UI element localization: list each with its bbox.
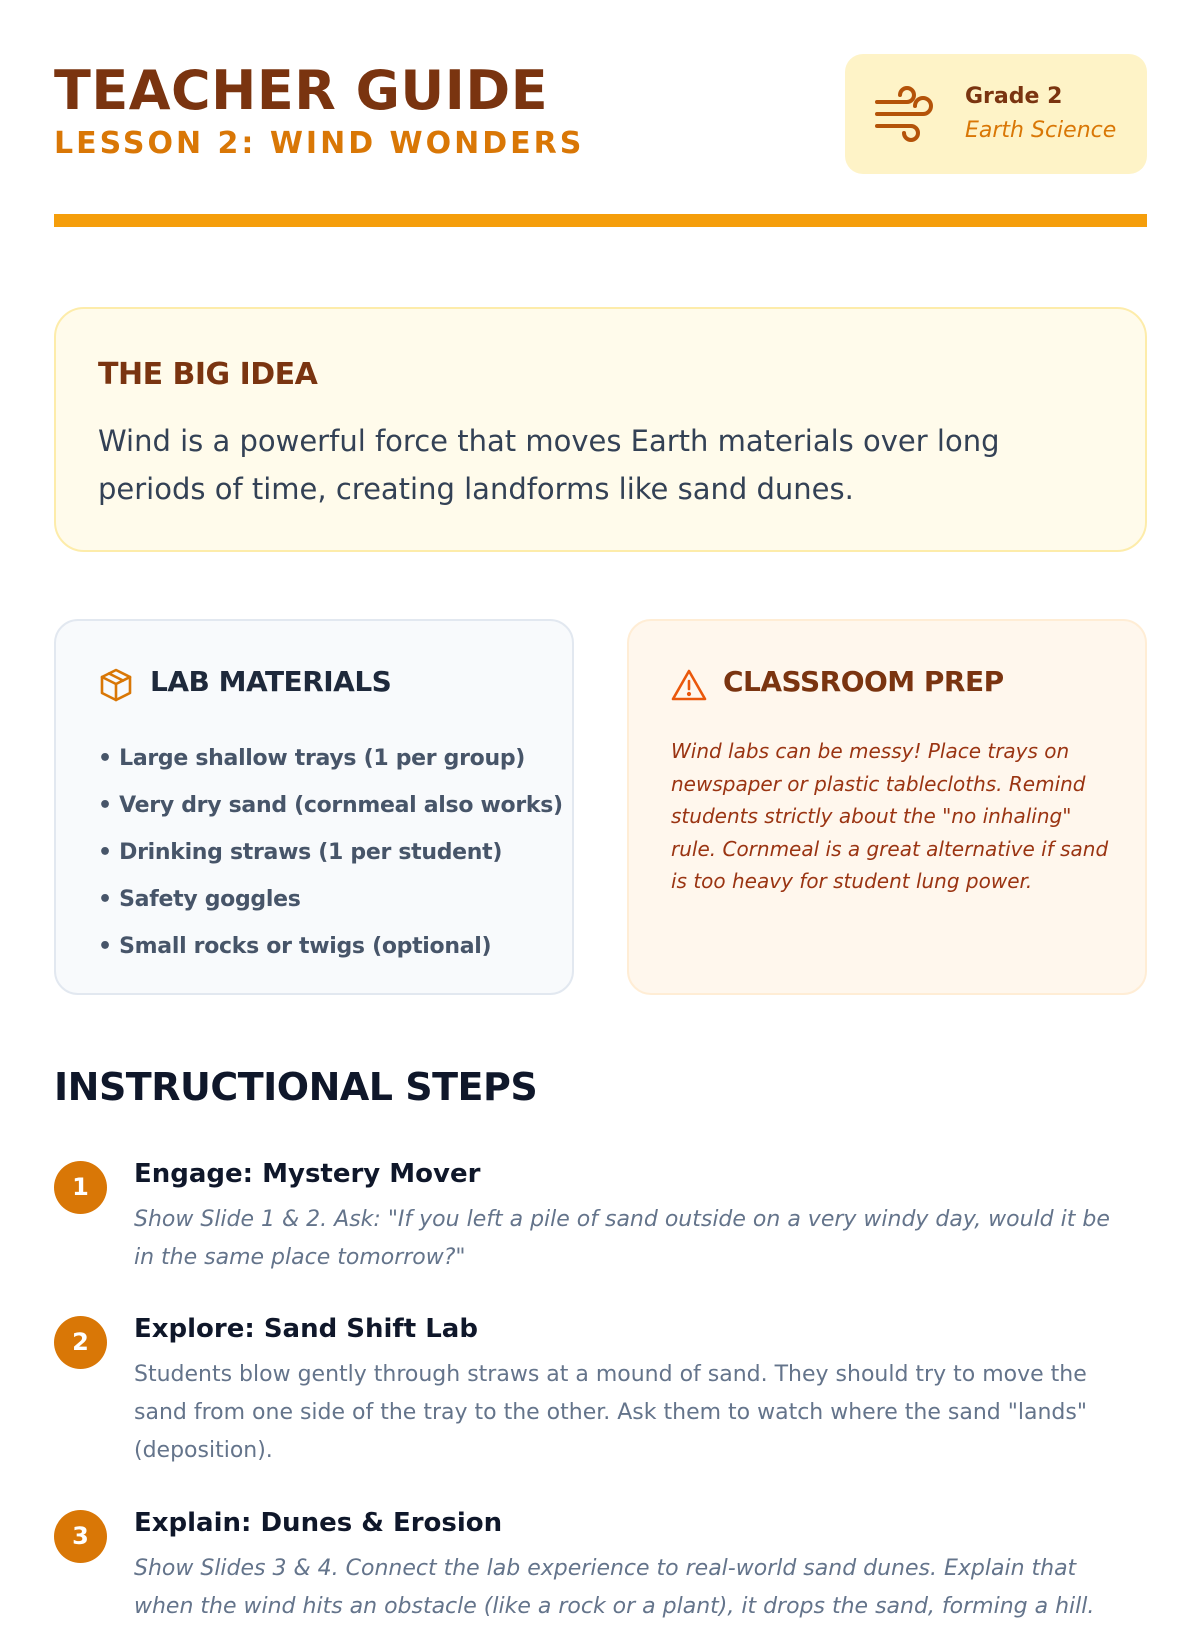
warning-triangle-icon bbox=[671, 667, 707, 703]
step-title: Explain: Dunes & Erosion bbox=[134, 1508, 503, 1538]
page-title: TEACHER GUIDE bbox=[54, 59, 549, 122]
materials-list bbox=[98, 735, 563, 970]
classroom-prep-text: Wind labs can be messy! Place trays on newspaper or plastic tablecloths. Remind students strictly about the "no inhaling" rule. Cornmeal is a great alternative if sand is too heavy for student lung power. bbox=[671, 739, 1109, 893]
grade-badge bbox=[845, 54, 1147, 174]
step-title: Explore: Sand Shift Lab bbox=[134, 1314, 478, 1344]
classroom-prep-card bbox=[627, 619, 1147, 995]
big-idea-box bbox=[54, 307, 1147, 552]
step-title: Engage: Mystery Mover bbox=[134, 1159, 481, 1189]
lab-materials-heading: LAB MATERIALS bbox=[150, 665, 392, 698]
list-item: • Safety goggles bbox=[98, 887, 301, 912]
step-number-badge: 2 bbox=[54, 1316, 107, 1369]
step-number-badge: 3 bbox=[54, 1510, 107, 1563]
grade-label: Grade 2 bbox=[965, 84, 1063, 109]
lesson-subtitle: LESSON 2: WIND WONDERS bbox=[54, 126, 585, 161]
instructional-steps-heading: INSTRUCTIONAL STEPS bbox=[54, 1065, 538, 1109]
header-divider bbox=[54, 214, 1147, 227]
classroom-prep-heading: CLASSROOM PREP bbox=[723, 665, 1004, 698]
step-description: Students blow gently through straws at a mound of sand. They should try to move the sand from one side of the tray to the other. Ask them to watch where the sand "lands" (deposition). bbox=[134, 1362, 1087, 1463]
list-item: • Small rocks or twigs (optional) bbox=[98, 934, 492, 959]
box-icon bbox=[98, 667, 134, 703]
subject-label: Earth Science bbox=[965, 118, 1117, 143]
page-header bbox=[54, 59, 1147, 182]
step-number-badge: 1 bbox=[54, 1161, 107, 1214]
big-idea-heading: THE BIG IDEA bbox=[98, 357, 318, 392]
big-idea-text: Wind is a powerful force that moves Earth materials over long periods of time, creating landforms like sand dunes. bbox=[98, 424, 1000, 506]
list-item: • Drinking straws (1 per student) bbox=[98, 840, 503, 865]
list-item: • Large shallow trays (1 per group) bbox=[98, 746, 526, 771]
lab-materials-card bbox=[54, 619, 574, 995]
step-description: Show Slide 1 & 2. Ask: "If you left a pile of sand outside on a very windy day, would it be in the same place tomorrow?" bbox=[134, 1207, 1110, 1270]
wind-icon bbox=[873, 88, 935, 140]
step-description: Show Slides 3 & 4. Connect the lab experience to real-world sand dunes. Explain that when the wind hits an obstacle (like a rock or a plant), it drops the sand, forming a hill. bbox=[134, 1556, 1095, 1619]
list-item: • Very dry sand (cornmeal also works) bbox=[98, 793, 563, 818]
